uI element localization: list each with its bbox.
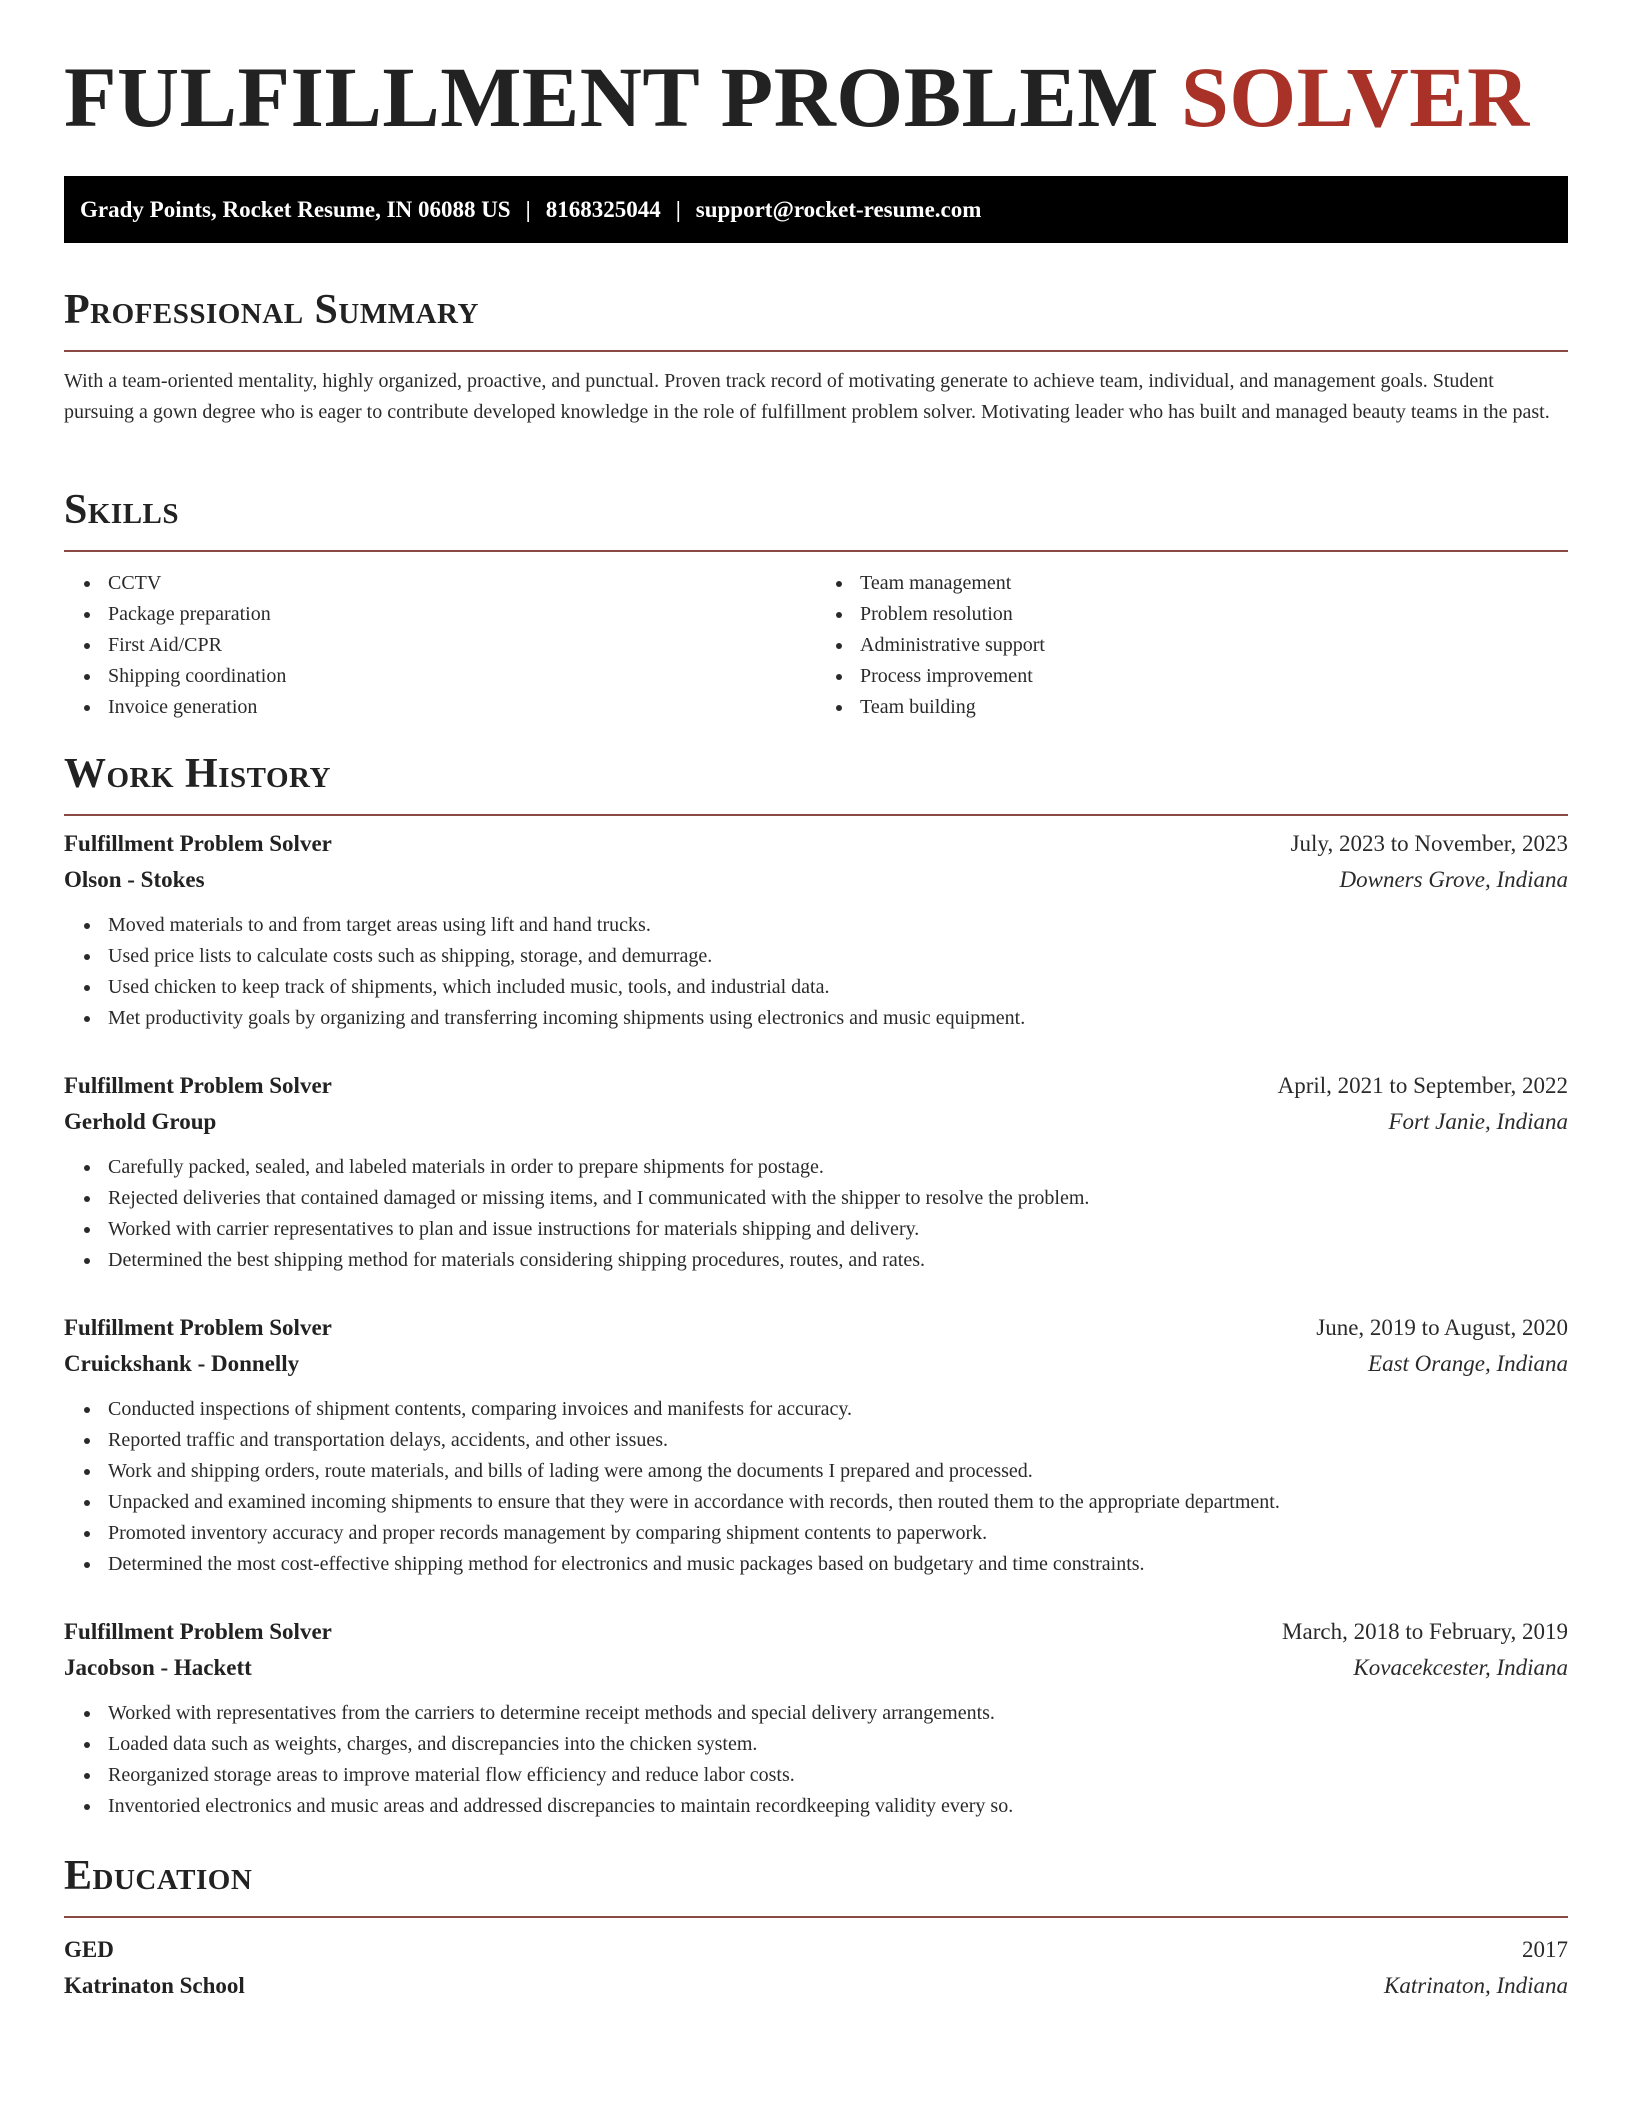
job-bullet: Determined the most cost-effective shipping method for electronics and music packages based on budgetary and time constraints. bbox=[108, 1549, 1568, 1580]
contact-separator: | bbox=[525, 196, 531, 222]
resume-name bbox=[64, 0, 1568, 145]
contact-email: support@rocket-resume.com bbox=[695, 196, 982, 222]
job-company: Gerhold Group bbox=[64, 1109, 217, 1134]
skill-item: Invoice generation bbox=[108, 692, 816, 723]
section-divider bbox=[64, 550, 1568, 552]
job-entry bbox=[64, 1614, 1568, 1822]
job-bullet: Worked with carrier representatives to plan and issue instructions for materials shipping and delivery. bbox=[108, 1214, 1568, 1245]
skill-item: Team building bbox=[860, 692, 1568, 723]
job-bullet: Used chicken to keep track of shipments, which included music, tools, and industrial data. bbox=[108, 972, 1568, 1003]
job-title: Fulfillment Problem Solver bbox=[64, 1315, 332, 1340]
job-company: Cruickshank - Donnelly bbox=[64, 1351, 300, 1376]
education-year: 2017 bbox=[1522, 1937, 1568, 1962]
section-title-skills: Skills bbox=[64, 487, 180, 533]
skill-item: First Aid/CPR bbox=[108, 630, 816, 661]
education-degree: GED bbox=[64, 1937, 114, 1962]
job-bullet: Unpacked and examined incoming shipments to ensure that they were in accordance with records, then routed them to the appropriate department. bbox=[108, 1487, 1568, 1518]
skill-item: CCTV bbox=[108, 568, 816, 599]
skill-item: Process improvement bbox=[860, 661, 1568, 692]
job-company: Olson - Stokes bbox=[64, 867, 205, 892]
job-location: Fort Janie, Indiana bbox=[1388, 1109, 1568, 1134]
section-divider bbox=[64, 814, 1568, 816]
job-bullet: Reported traffic and transportation delays, accidents, and other issues. bbox=[108, 1425, 1568, 1456]
job-bullet: Promoted inventory accuracy and proper records management by comparing shipment contents to paperwork. bbox=[108, 1518, 1568, 1549]
job-bullet: Used price lists to calculate costs such as shipping, storage, and demurrage. bbox=[108, 941, 1568, 972]
job-sub bbox=[64, 1650, 1568, 1686]
job-bullet: Reorganized storage areas to improve material flow efficiency and reduce labor costs. bbox=[108, 1760, 1568, 1791]
job-entry bbox=[64, 1310, 1568, 1580]
section-title-summary: Professional Summary bbox=[64, 287, 479, 333]
skill-item: Shipping coordination bbox=[108, 661, 816, 692]
job-head bbox=[64, 826, 1568, 862]
job-bullet: Inventoried electronics and music areas and addressed discrepancies to maintain recordkeeping validity every so. bbox=[108, 1791, 1568, 1822]
education-section bbox=[64, 1852, 1568, 2004]
job-title: Fulfillment Problem Solver bbox=[64, 1619, 332, 1644]
skill-item: Administrative support bbox=[860, 630, 1568, 661]
job-bullet: Moved materials to and from target areas using lift and hand trucks. bbox=[108, 910, 1568, 941]
skills-list-left bbox=[64, 568, 816, 723]
job-entry bbox=[64, 1068, 1568, 1276]
job-title: Fulfillment Problem Solver bbox=[64, 1073, 332, 1098]
job-sub bbox=[64, 1104, 1568, 1140]
job-company: Jacobson - Hackett bbox=[64, 1655, 252, 1680]
education-location: Katrinaton, Indiana bbox=[1383, 1973, 1568, 1998]
job-dates: June, 2019 to August, 2020 bbox=[1316, 1315, 1568, 1340]
skills-columns bbox=[64, 568, 1568, 723]
job-sub bbox=[64, 862, 1568, 898]
skill-item: Package preparation bbox=[108, 599, 816, 630]
job-bullet: Conducted inspections of shipment contents, comparing invoices and manifests for accuracy. bbox=[108, 1394, 1568, 1425]
contact-separator: | bbox=[675, 196, 681, 222]
skill-item: Team management bbox=[860, 568, 1568, 599]
section-divider bbox=[64, 1916, 1568, 1918]
section-divider bbox=[64, 350, 1568, 352]
skills-list-right bbox=[816, 568, 1568, 723]
name-accent: SOLVER bbox=[1180, 49, 1530, 145]
job-dates: March, 2018 to February, 2019 bbox=[1282, 1619, 1568, 1644]
job-bullet: Met productivity goals by organizing and transferring incoming shipments using electronics and music equipment. bbox=[108, 1003, 1568, 1034]
contact-address: Grady Points, Rocket Resume, IN 06088 US bbox=[80, 196, 511, 222]
job-bullet: Carefully packed, sealed, and labeled materials in order to prepare shipments for postage. bbox=[108, 1152, 1568, 1183]
job-head bbox=[64, 1614, 1568, 1650]
job-bullets bbox=[64, 910, 1568, 1034]
job-bullet: Loaded data such as weights, charges, and discrepancies into the chicken system. bbox=[108, 1729, 1568, 1760]
education-school: Katrinaton School bbox=[64, 1973, 245, 1998]
work-history-section bbox=[64, 750, 1568, 816]
job-dates: April, 2021 to September, 2022 bbox=[1277, 1073, 1568, 1098]
job-location: East Orange, Indiana bbox=[1368, 1351, 1568, 1376]
job-list bbox=[64, 826, 1568, 1822]
job-bullet: Worked with representatives from the carriers to determine receipt methods and special delivery arrangements. bbox=[108, 1698, 1568, 1729]
education-head bbox=[64, 1932, 1568, 1968]
job-location: Kovacekcester, Indiana bbox=[1353, 1655, 1568, 1680]
contact-phone: 8168325044 bbox=[545, 196, 661, 222]
summary-section bbox=[64, 286, 1568, 428]
job-entry bbox=[64, 826, 1568, 1034]
job-head bbox=[64, 1310, 1568, 1346]
section-title-education: Education bbox=[64, 1853, 253, 1899]
contact-bar bbox=[64, 176, 1568, 243]
education-sub bbox=[64, 1968, 1568, 2004]
job-dates: July, 2023 to November, 2023 bbox=[1290, 831, 1568, 856]
job-bullets bbox=[64, 1394, 1568, 1580]
job-location: Downers Grove, Indiana bbox=[1339, 867, 1568, 892]
job-bullet: Rejected deliveries that contained damaged or missing items, and I communicated with the shipper to resolve the problem. bbox=[108, 1183, 1568, 1214]
skill-item: Problem resolution bbox=[860, 599, 1568, 630]
job-bullet: Determined the best shipping method for materials considering shipping procedures, routes, and rates. bbox=[108, 1245, 1568, 1276]
job-bullets bbox=[64, 1698, 1568, 1822]
job-sub bbox=[64, 1346, 1568, 1382]
name-main: FULFILLMENT PROBLEM bbox=[64, 49, 1159, 145]
section-title-work: Work History bbox=[64, 751, 331, 797]
summary-text: With a team-oriented mentality, highly organized, proactive, and punctual. Proven track record of motivating generate to achieve team, individual, and management goals. Student pursuing a gown degree who is eager to contribute developed knowledge in the role of fulfillment problem solver. Motivating leader who has built and managed beauty teams in the past. bbox=[64, 370, 1550, 423]
job-bullets bbox=[64, 1152, 1568, 1276]
job-title: Fulfillment Problem Solver bbox=[64, 831, 332, 856]
job-bullet: Work and shipping orders, route materials, and bills of lading were among the documents I prepared and processed. bbox=[108, 1456, 1568, 1487]
job-head bbox=[64, 1068, 1568, 1104]
skills-section bbox=[64, 486, 1568, 723]
